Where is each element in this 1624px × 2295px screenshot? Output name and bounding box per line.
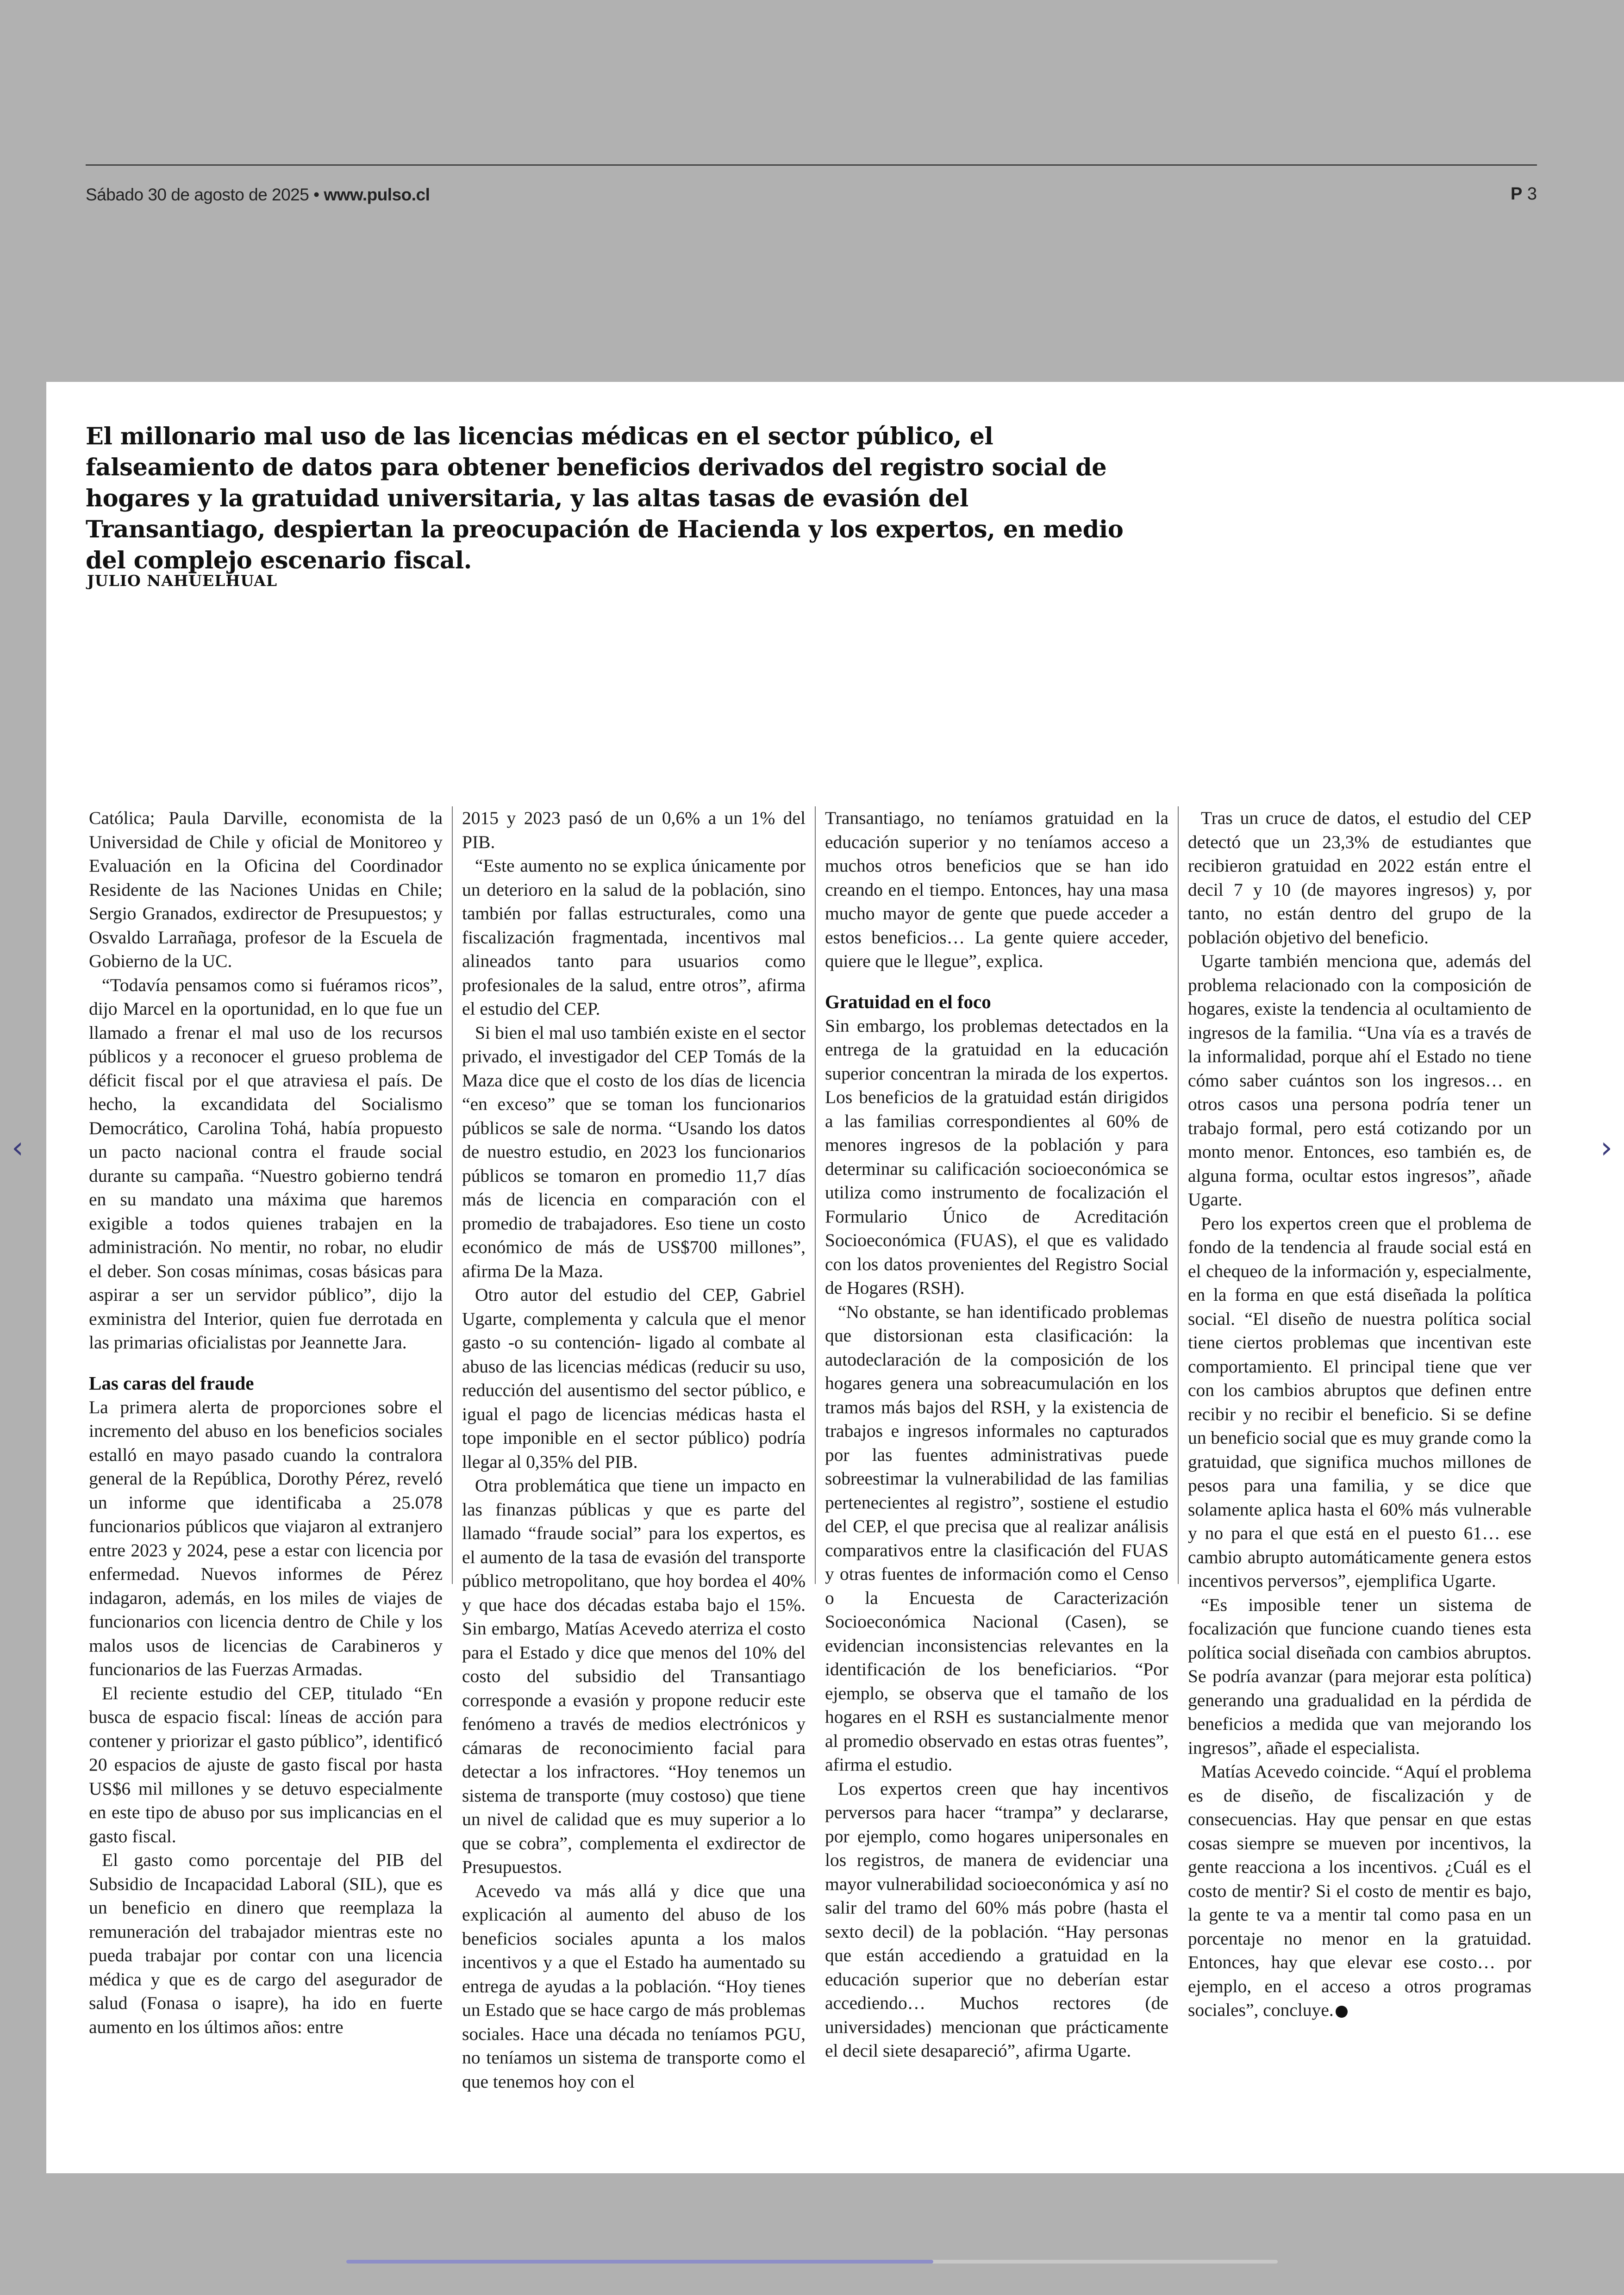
page-number: [1511, 184, 1537, 204]
paragraph: Sin embargo, los problemas detectados en la entrega de la gratuidad en la educación superior concentran la mirada de los expertos. Los beneficios de la gratuidad están dirigidos a las familias correspondientes al 60% de menores ingresos de la población y para determinar su calificación socioeconómica se utiliza como instrumento de focalización el Formulario Único de Acreditación Socioeconómica (FUAS), el que es validado con los datos provenientes del Registro Social de Hogares (RSH).: [824, 1015, 1168, 1298]
paragraph: 2015 y 2023 pasó de un 0,6% a un 1% del PIB.: [462, 808, 806, 852]
paragraph: Acevedo va más allá y dice que una explicación al aumento del abuso de los beneficios sociales apunta a los malos incentivos y a que el Estado ha aumentado su entrega de ayudas a la población. “Hoy tienes un Estado que se hace cargo de más problemas sociales. Hace una década no teníamos PGU, no teníamos un sistema de transporte como el que tenemos hoy con el: [462, 1880, 806, 2092]
site-url: www.pulso.cl: [324, 185, 430, 204]
chevron-left-icon: ‹: [12, 1131, 24, 1165]
reading-progress-bar[interactable]: [346, 2260, 1278, 2264]
reading-progress-fill: [346, 2260, 933, 2264]
paragraph: Católica; Paula Darville, economista de la Universidad de Chile y oficial de Monitoreo y Evaluación en la Oficina del Coordinador Residente de las Naciones Unidas en Chile; Sergio Granados, exdirector de Presupuestos; y Osvaldo Larrañaga, profesor de la Escuela de Gobierno de la UC.: [89, 808, 443, 971]
paragraph: “Todavía pensamos como si fuéramos ricos”, dijo Marcel en la oportunidad, en lo que fue un llamado a frenar el mal uso de los recursos públicos y a reconocer el grueso problema de déficit fiscal por el que atraviesa el país. De hecho, la excandidata del Socialismo Democrático, Carolina Tohá, había propuesto un pacto nacional contra el fraude social durante su campaña. “Nuestro gobierno tendrá en su mandato una máxima que haremos exigible a todos quienes trabajen en la administración. No mentir, no robar, no eludir el deber. Son cosas mínimas, cosas básicas para aspirar a ser un servidor público”, dijo la exministra del Interior, quien fue derrotada en las primarias oficialistas por Jeannette Jara.: [89, 974, 443, 1353]
paragraph: Los expertos creen que hay incentivos perversos para hacer “trampa” y declararse, por ejemplo, como hogares unipersonales en los registros, de manera de evidenciar una mayor vulnerabilidad socioeconómica y así no salir del tramo del 60% más pobre (hasta el sexto decil) de la población. “Hay personas que están accediendo a gratuidad en la educación superior que no deberían estar accediendo… Muchos rectores (de universidades) mencionan que prácticamente el decil siete desapareció”, afirma Ugarte.: [824, 1778, 1168, 2061]
paragraph: Si bien el mal uso también existe en el sector privado, el investigador del CEP Tomás de la Maza dice que el costo de los días de licencia “en exceso” que se toman los funcionarios públicos se sale de norma. “Usando los datos de nuestro estudio, en 2023 los funcionarios públicos se tomaron en promedio 11,7 días más de licencia en comparación con el promedio de trabajadores. Eso tiene un costo económico de más de US$700 millones”, afirma De la Maza.: [462, 1022, 806, 1281]
paragraph: Ugarte también menciona que, además del problema relacionado con la composición de hogares, existe la tendencia al ocultamiento de ingresos de la familia. “Una vía es a través de la informalidad, porque ahí el Estado no tiene cómo saber cuántos son los ingresos… en otros casos una persona podría tener un trabajo formal, pero está cotizando por un monto menor. Entonces, eso también es, de alguna forma, ocultar estos ingresos”, añade Ugarte.: [1187, 951, 1531, 1210]
next-page-button[interactable]: [1593, 1129, 1620, 1166]
date-separator: •: [309, 185, 324, 204]
previous-page-button[interactable]: [4, 1129, 31, 1166]
paragraph: “Este aumento no se explica únicamente por un deterioro en la salud de la población, sino también por fallas estructurales, como una fiscalización fragmentada, incentivos mal alineados tanto para usuarios como profesionales de la salud, entre otros”, afirma el estudio del CEP.: [462, 855, 806, 1019]
page-number-value: 3: [1527, 184, 1537, 204]
end-mark-icon: [1336, 2006, 1348, 2018]
article-page: [46, 382, 1624, 2173]
text-column-1: [89, 806, 452, 2037]
paragraph: El gasto como porcentaje del PIB del Subsidio de Incapacidad Laboral (SIL), que es un beneficio en dinero que reemplaza la remuneración del trabajador mientras este no pueda trabajar por contar con una licencia médica y que es de cargo del asegurador de salud (Fonasa o isapre), ha ido en fuerte aumento en los últimos años: entre: [89, 1850, 443, 2037]
issue-date-line: [86, 185, 430, 205]
article-deck: El millonario mal uso de las licencias médicas en el sector público, el falseamiento de datos para obtener beneficios derivados del registro social de hogares y la gratuidad universitaria, y las altas tasas de evasión del Transantiago, despiertan la preocupación de Hacienda y los expertos, en medio del complejo escenario fiscal.: [86, 423, 1124, 574]
paragraph: “Es imposible tener un sistema de focalización que funcione cuando tienes esta política social diseñada con cambios abruptos. Se podría avanzar (para mejorar esta política) generando una gradualidad en la pérdida de beneficios a medida que van mejorando los ingresos”, añade el especialista.: [1187, 1594, 1531, 1758]
issue-date: Sábado 30 de agosto de 2025: [86, 185, 309, 204]
paragraph: El reciente estudio del CEP, titulado “En busca de espacio fiscal: líneas de acción para contener y priorizar el gasto público”, identificó 20 espacios de ajuste de gasto fiscal por hasta US$6 mil millones y se detuvo especialmente en este tipo de abuso por sus implicancias en el gasto fiscal.: [89, 1683, 443, 1846]
paragraph: “No obstante, se han identificado problemas que distorsionan esta clasificación: la autodeclaración de la composición de los hogares genera una sobreacumulación en los tramos más bajos del RSH, y la existencia de trabajos e ingresos informales no capturados por las fuentes administrativas puede sobreestimar la vulnerabilidad de las familias pertenecientes al registro”, sostiene el estudio del CEP, el que precisa que al realizar análisis comparativos entre la clasificación del FUAS y otras fuentes de información como el Censo o la Encuesta de Caracterización Socioeconómica Nacional (Casen), se evidencian inconsistencias relevantes en la identificación de los beneficiarios. “Por ejemplo, se observa que el tamaño de los hogares en el RSH es sustancialmente menor al promedio observado en estas otras fuentes”, afirma el estudio.: [824, 1301, 1168, 1775]
paragraph: [1188, 1760, 1531, 2022]
paragraph: La primera alerta de proporciones sobre el incremento del abuso en los beneficios sociales estalló en mayo pasado cuando la contralora general de la República, Dorothy Pérez, reveló un informe que identificaba a 25.078 funcionarios públicos que viajaron al extranjero entre 2023 y 2024, pese a estar con licencia por enfermedad. Nuevos informes de Pérez indagaron, además, en los miles de viajes de funcionarios con licencia dentro de Chile y los malos usos de licencias de Carabineros y funcionarios de las Fuerzas Armadas.: [89, 1397, 443, 1679]
text-column-3: [815, 806, 1178, 2061]
article-byline: JULIO NAHUELHUAL: [87, 572, 278, 590]
page-prefix: P: [1510, 184, 1523, 204]
header-rule: [86, 164, 1537, 166]
text-column-4: [1178, 806, 1541, 2020]
paragraph: Otra problemática que tiene un impacto en las finanzas públicas y que es parte del llamado “fraude social” para los expertos, es el aumento de la tasa de evasión del transporte público metropolitano, que hoy bordea el 40% y que hace dos décadas estaba bajo el 15%. Sin embargo, Matías Acevedo aterriza el costo para el Estado y dice que menos del 10% del costo del subsidio del Transantiago corresponde a evasión y propone reducir este fenómeno a través de medios electrónicos y cámaras de reconocimiento facial para detectar a los infractores. “Hoy tenemos un sistema de transporte (muy costoso) que tiene un nivel de calidad que es muy superior a lo que se cobra”, complementa el exdirector de Presupuestos.: [462, 1475, 806, 1877]
subheading: Las caras del fraude: [89, 1372, 254, 1394]
text-column-2: [452, 806, 815, 2092]
chevron-right-icon: ›: [1600, 1131, 1612, 1165]
paragraph-text: Matías Acevedo coincide. “Aquí el problema es de diseño, de fiscalización y de consecuencias. Hay que pensar en que estas cosas siempre se mueven por incentivos, la gente reacciona a los incentivos. ¿Cuál es el costo de mentir? Si el costo de mentir es bajo, la gente te va a mentir tal como pasa en un porcentaje no menor en la gratuidad. Entonces, hay que elevar ese costo… por ejemplo, en el acceso a otros programas sociales”, concluye.: [1187, 1761, 1531, 2020]
paragraph: Transantiago, no teníamos gratuidad en la educación superior y no teníamos acceso a muchos otros beneficios que se han ido creando en el tiempo. Entonces, hay una masa mucho mayor de gente que puede acceder a estos beneficios… La gente quiere acceder, quiere que le llegue”, explica.: [824, 808, 1168, 971]
paragraph: Tras un cruce de datos, el estudio del CEP detectó que un 23,3% de estudiantes que recibieron gratuidad en 2022 están entre el decil 7 y 10 (de mayores ingresos) y, por tanto, no están dentro del grupo de la población objetivo del beneficio.: [1187, 808, 1531, 948]
paragraph: Otro autor del estudio del CEP, Gabriel Ugarte, complementa y calcula que el menor gasto -o su contención- ligado al combate al abuso de las licencias médicas (reducir su uso, reducción del ausentismo del sector público, e igual el pago de licencias médicas hasta el tope imponible en el sector público) podría llegar al 0,35% del PIB.: [462, 1285, 806, 1472]
article-columns: [89, 806, 1541, 2092]
paragraph: Pero los expertos creen que el problema de fondo de la tendencia al fraude social está en el chequeo de la información y, especialmente, en la forma en que está diseñada la política social. “El diseño de nuestra política social tiene ciertos problemas que incentivan este comportamiento. El principal tiene que ver con los cambios abruptos que definen entre recibir y no recibir el beneficio. Si se define un beneficio social que es muy grande como la gratuidad, que significa muchos millones de pesos para una familia, y se dice que solamente aplica hasta el 60% más vulnerable y no para el que está en el puesto 61… ese cambio abrupto automáticamente genera estos incentivos perversos”, ejemplifica Ugarte.: [1187, 1213, 1531, 1591]
subheading: Gratuidad en el foco: [824, 991, 991, 1012]
